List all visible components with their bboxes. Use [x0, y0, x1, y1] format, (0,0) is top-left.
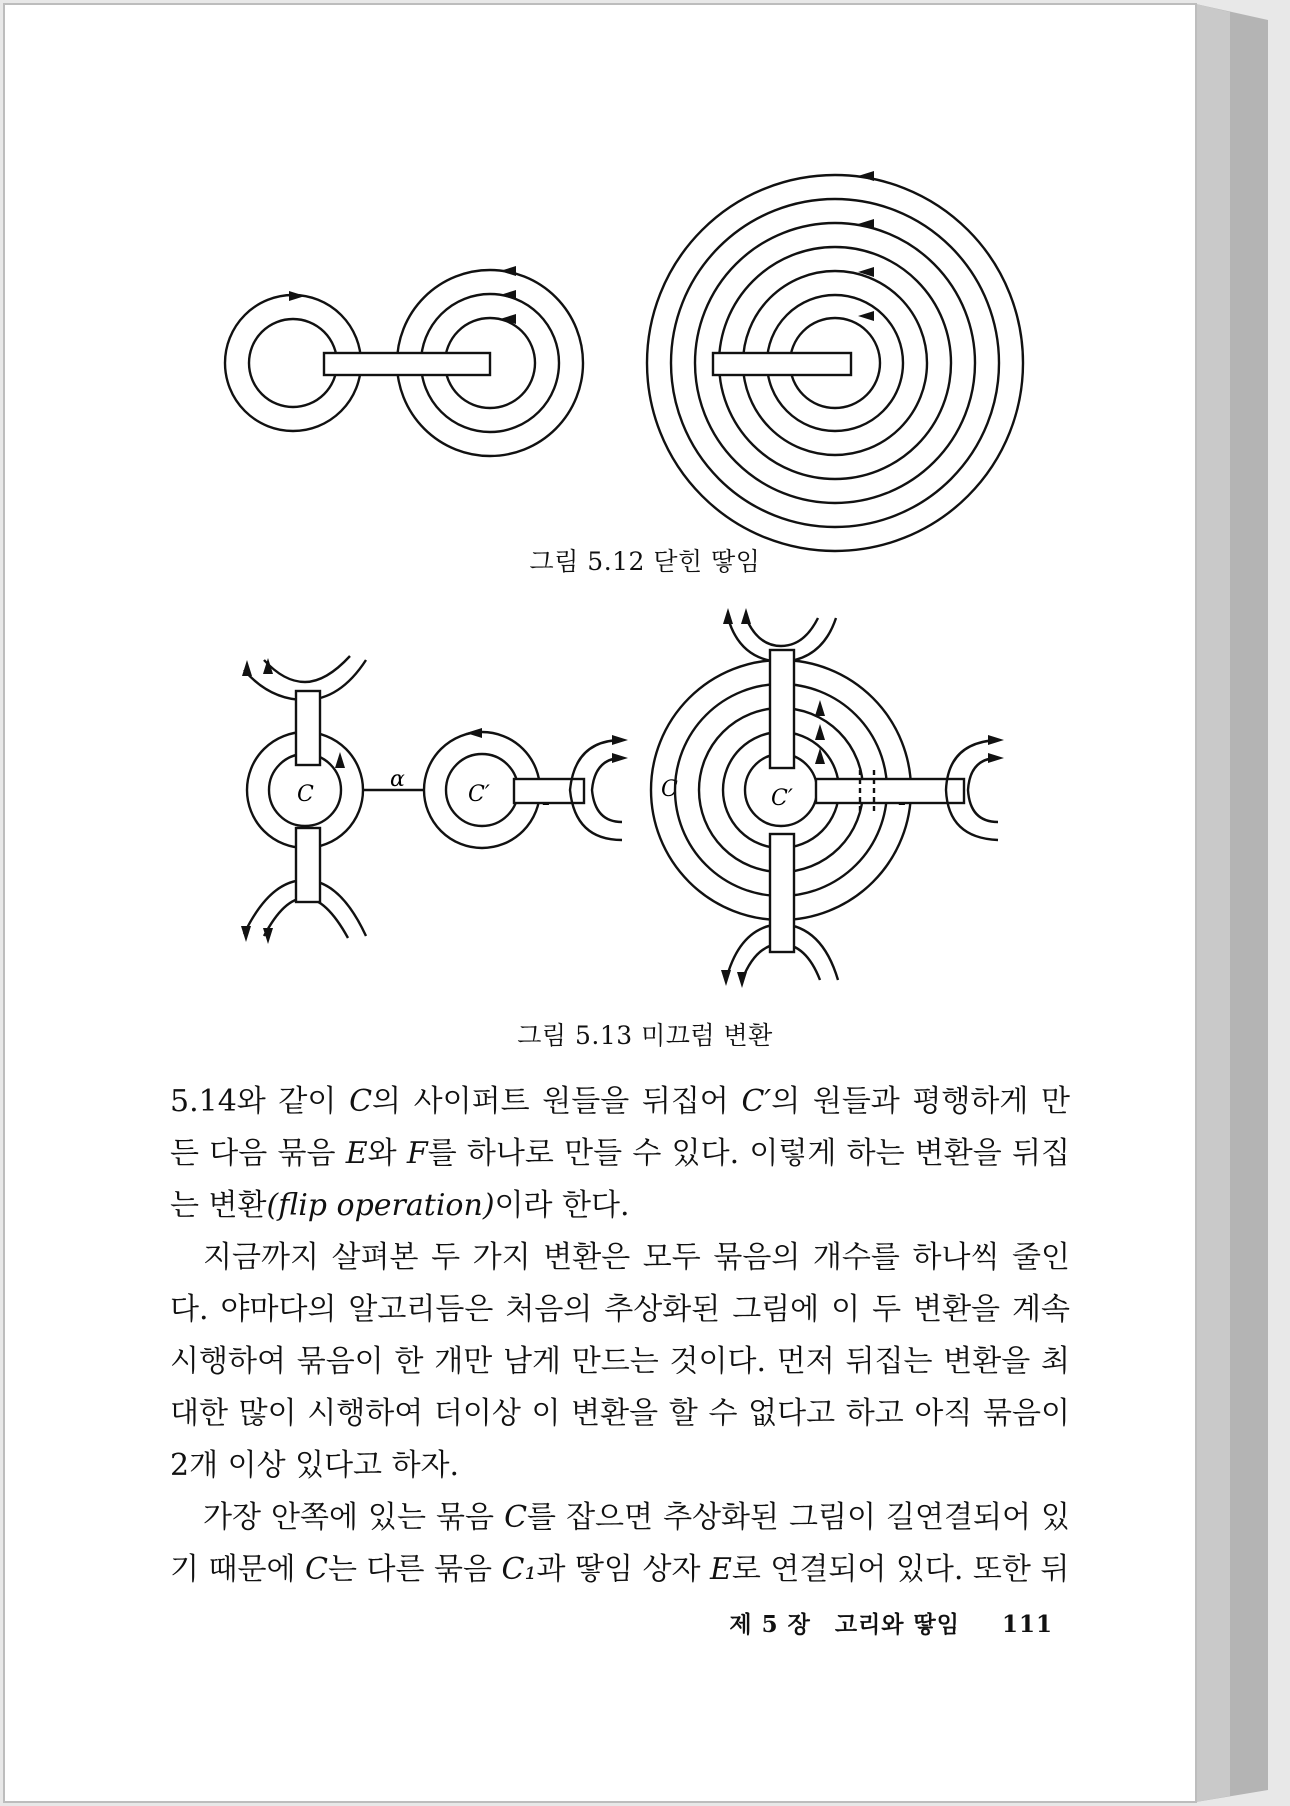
strand-arc — [592, 758, 622, 822]
body-text — [170, 1076, 1070, 1596]
text-run: 5.14와 같이 — [170, 1084, 350, 1119]
direction-arrow — [988, 753, 1004, 763]
page-footer — [729, 1606, 1053, 1639]
strand-arc — [264, 656, 350, 682]
text-run: 의 사이퍼트 원들을 뒤집어 — [372, 1084, 742, 1119]
label-c-left: C — [297, 782, 314, 807]
text-run: (flip operation) — [266, 1188, 495, 1223]
strand-arc — [746, 618, 818, 646]
direction-arrow — [466, 728, 482, 738]
paragraph-2 — [170, 1232, 1070, 1492]
braid-box-e — [296, 828, 320, 902]
direction-arrow — [242, 660, 252, 676]
text-run: 이라 한다. — [494, 1188, 630, 1223]
direction-arrow — [335, 752, 345, 768]
text-run: C — [305, 1552, 328, 1587]
text-run: 를 하나로 만들 수 있다. 이렇게 하는 변환을 뒤집는 변환 — [170, 1136, 1070, 1223]
direction-arrow — [723, 608, 733, 624]
direction-arrow — [988, 735, 1004, 745]
direction-arrow — [815, 724, 825, 740]
label-c-right: C — [661, 777, 678, 802]
text-run: C₁ — [501, 1552, 537, 1587]
direction-arrow — [241, 926, 251, 942]
text-run: 를 잡으면 추상화된 그림이 길연결되어 있기 때문에 — [170, 1500, 1070, 1587]
braid-box-d — [296, 691, 320, 765]
footer-title: 고리와 땋임 — [834, 1611, 960, 1638]
direction-arrow — [721, 970, 731, 986]
page-number: 111 — [1001, 1611, 1053, 1638]
strand-arc — [968, 758, 998, 822]
footer-chapter: 제 5 장 — [729, 1611, 811, 1638]
direction-arrow — [741, 608, 751, 624]
braid-box-f — [816, 779, 964, 803]
direction-arrow — [815, 700, 825, 716]
direction-arrow — [612, 753, 628, 763]
label-alpha: α — [390, 767, 405, 792]
text-run: C — [349, 1084, 373, 1119]
text-run: E — [709, 1552, 732, 1587]
label-c-prime-right: C′ — [771, 786, 793, 811]
figure-5-13-caption: 그림 5.13 미끄럼 변환 — [517, 1021, 773, 1050]
braid-box-f — [514, 779, 584, 803]
figure-5-12-caption: 그림 5.12 닫힌 땋임 — [529, 547, 761, 576]
text-run: 지금까지 살펴본 두 가지 변환은 모두 묶음의 개수를 하나씩 줄인다. 야마다의 알고리듬은 처음의 추상화된 그림에 이 두 변환을 계속 시행하여 묶음이 한 개만 남게 만드는 것이다. 먼저 뒤집는 변환을 최대한 많이 시행하여 더이상 이 변환을 할 수 없다고 하고 아직 묶음이 2개 이상 있다고 하자. — [170, 1240, 1070, 1483]
direction-arrow — [737, 972, 747, 988]
text-run: 의 원들과 평행하게 만든 다음 묶음 — [170, 1084, 1070, 1171]
text-run: C — [504, 1500, 528, 1535]
direction-arrow — [612, 735, 628, 745]
text-run: E — [345, 1136, 368, 1171]
paragraph-3 — [170, 1492, 1070, 1596]
braid-box-e — [770, 834, 794, 952]
text-run: 가장 안쪽에 있는 묶음 — [203, 1500, 505, 1535]
text-run: 로 연결되어 있다. 또한 뒤 — [731, 1552, 1070, 1587]
strand-arc — [264, 898, 348, 938]
paragraph-1 — [170, 1076, 1070, 1232]
text-run: 와 — [367, 1136, 407, 1171]
text-run: F — [406, 1136, 428, 1171]
braid-box-d — [770, 650, 794, 768]
text-run: 과 땋임 상자 — [536, 1552, 710, 1587]
label-c-prime-left: C′ — [468, 782, 490, 807]
text-run: 는 다른 묶음 — [327, 1552, 502, 1587]
text-run: C′ — [741, 1084, 772, 1119]
